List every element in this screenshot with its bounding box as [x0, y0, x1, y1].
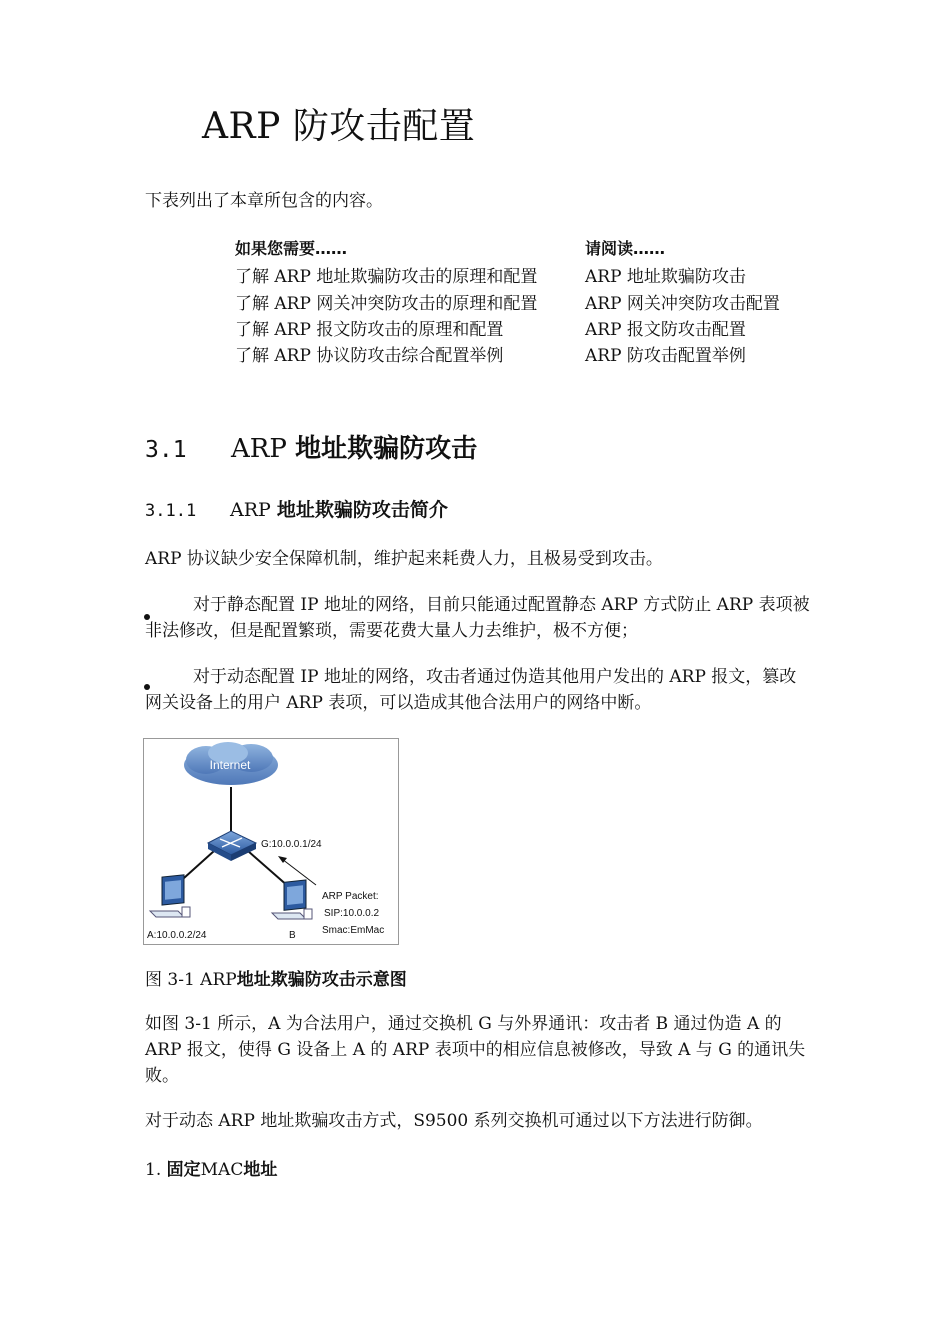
section-title-prefix: ARP: [231, 434, 287, 464]
switch-icon: [208, 831, 256, 861]
table-row-link[interactable]: ARP 防攻击配置举例: [585, 346, 746, 366]
table-row-need: 了解 ARP 报文防攻击的原理和配置: [235, 320, 504, 340]
table-header-read: 请阅读……: [585, 239, 666, 258]
subsection-number: 3.1.1: [145, 501, 197, 521]
table-row-link[interactable]: ARP 地址欺骗防攻击: [585, 267, 746, 287]
host-a-label: A:10.0.0.2/24: [147, 930, 207, 941]
subsection-title-prefix: ARP: [230, 499, 271, 521]
list-title-part: MAC: [200, 1160, 244, 1180]
subsection-heading: [145, 495, 448, 522]
paragraph: ARP 协议缺少安全保障机制，维护起来耗费人力，且极易受到攻击。: [145, 549, 663, 569]
packet-smac: Smac:EmMac: [322, 925, 385, 936]
packet-sip: SIP:10.0.0.2: [324, 908, 380, 919]
packet-label: ARP Packet:: [322, 891, 379, 902]
paragraph: 对于动态 ARP 地址欺骗攻击方式，S9500 系列交换机可通过以下方法进行防御。: [145, 1111, 763, 1131]
network-diagram: [143, 738, 399, 945]
subsection-title: 地址欺骗防攻击简介: [276, 499, 448, 521]
list-heading: [145, 1155, 277, 1180]
bullet-paragraph: 对于静态配置 IP 地址的网络，目前只能通过配置静态 ARP 方式防止 ARP 表项被非法修改，但是配置繁琐，需要花费大量人力去维护，极不方便；: [145, 595, 810, 641]
computer-icon: [272, 880, 312, 919]
list-title-part: 固定: [166, 1160, 201, 1180]
caption-title: 地址欺骗防攻击示意图: [236, 970, 407, 990]
table-header-need: 如果您需要……: [235, 239, 348, 258]
table-row-need: 了解 ARP 网关冲突防攻击的原理和配置: [235, 294, 538, 314]
figure-caption: [145, 965, 407, 990]
table-row-need: 了解 ARP 地址欺骗防攻击的原理和配置: [235, 267, 538, 287]
intro-text: 下表列出了本章所包含的内容。: [145, 191, 383, 211]
section-heading: [145, 428, 477, 465]
cloud-label: Internet: [209, 758, 251, 772]
paragraph: 如图 3-1 所示，A 为合法用户，通过交换机 G 与外界通讯：攻击者 B 通过伪造 A 的 ARP 报文，使得 G 设备上 A 的 ARP 表项中的相应信息被修改，导致 A 与 G 的通讯失败。: [145, 1014, 806, 1086]
switch-label: G:10.0.0.1/24: [261, 839, 322, 850]
list-title-part: 地址: [243, 1160, 278, 1180]
caption-prefix: 图 3-1 ARP: [145, 970, 237, 990]
table-row-link[interactable]: ARP 报文防攻击配置: [585, 320, 746, 340]
section-number: 3.1: [145, 437, 187, 463]
table-row-need: 了解 ARP 协议防攻击综合配置举例: [235, 346, 504, 366]
computer-icon: [150, 875, 190, 917]
page-title: ARP 防攻击配置: [202, 106, 476, 147]
bullet-paragraph: 对于动态配置 IP 地址的网络，攻击者通过伪造其他用户发出的 ARP 报文，篡改网关设备上的用户 ARP 表项，可以造成其他合法用户的网络中断。: [145, 667, 797, 713]
section-title: 地址欺骗防攻击: [295, 434, 478, 464]
table-row-link[interactable]: ARP 网关冲突防攻击配置: [585, 294, 780, 314]
host-b-label: B: [289, 930, 296, 941]
list-number: 1.: [145, 1160, 162, 1180]
